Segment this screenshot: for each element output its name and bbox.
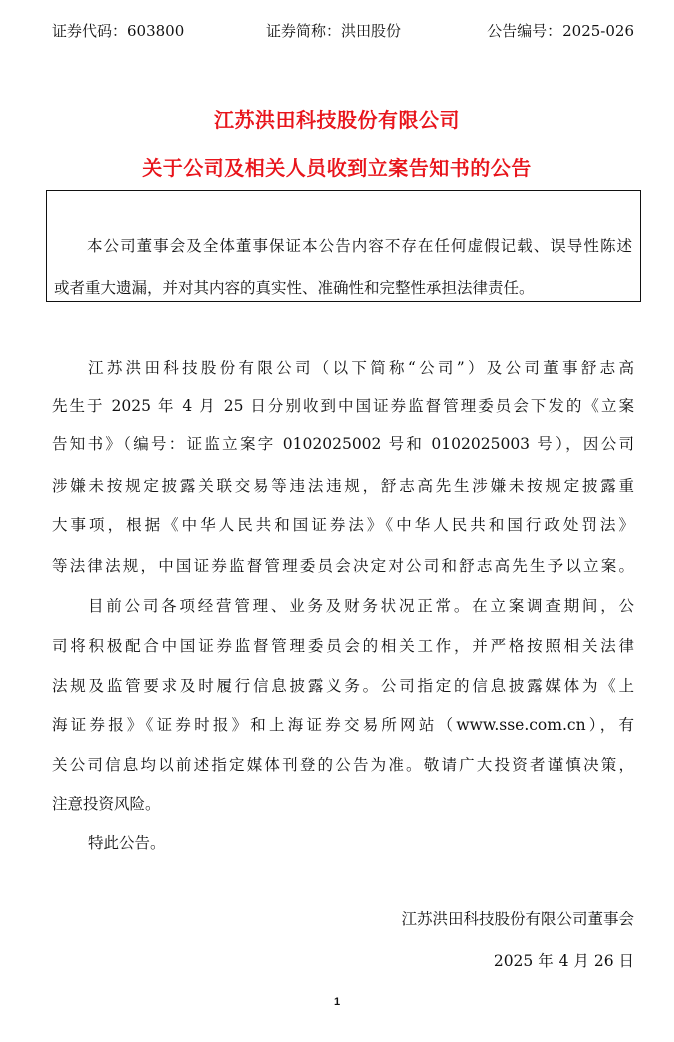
disclaimer-line: 本公司董事会及全体董事保证本公告内容不存在任何虚假记载、误导性陈述 xyxy=(87,237,632,255)
body-line: 目前公司各项经营管理、业务及财务状况正常。在立案调查期间，公 xyxy=(88,597,634,615)
body-line: 注意投资风险。 xyxy=(52,795,161,813)
body-line: 涉嫌未按规定披露关联交易等违法违规，舒志高先生涉嫌未按规定披露重 xyxy=(52,477,634,495)
page-number: 1 xyxy=(333,996,341,1008)
body-line: 江苏洪田科技股份有限公司（以下简称“公司”）及公司董事舒志高 xyxy=(88,359,634,377)
stock-code: 证券代码：603800 xyxy=(52,22,185,40)
announcement-date: 2025 年 4 月 26 日 xyxy=(493,952,634,970)
body-line: 关公司信息均以前述指定媒体刊登的公告为准。敬请广大投资者谨慎决策， xyxy=(52,756,634,774)
body-line: 等法律法规，中国证券监督管理委员会决定对公司和舒志高先生予以立案。 xyxy=(52,557,634,575)
disclaimer-line: 或者重大遗漏，并对其内容的真实性、准确性和完整性承担法律责任。 xyxy=(54,279,535,297)
announcement-number: 公告编号：2025-026 xyxy=(487,22,634,40)
company-title: 江苏洪田科技股份有限公司 xyxy=(214,108,460,132)
body-line: 法规及监管要求及时履行信息披露义务。公司指定的信息披露媒体为《上 xyxy=(52,677,634,695)
disclaimer-box xyxy=(46,190,641,302)
body-line: 先生于 2025 年 4 月 25 日分别收到中国证券监督管理委员会下发的《立案 xyxy=(52,397,634,415)
body-line: 司将积极配合中国证券监督管理委员会的相关工作，并严格按照相关法律 xyxy=(52,637,634,655)
body-line: 告知书》（编号：证监立案字 0102025002 号和 0102025003 号），因公司 xyxy=(52,435,634,453)
body-line: 大事项，根据《中华人民共和国证券法》《中华人民共和国行政处罚法》 xyxy=(52,516,634,534)
signature: 江苏洪田科技股份有限公司董事会 xyxy=(401,910,634,928)
announcement-title: 关于公司及相关人员收到立案告知书的公告 xyxy=(142,156,532,180)
stock-name: 证券简称：洪田股份 xyxy=(266,22,402,40)
body-line: 海证券报》《证券时报》和上海证券交易所网站（www.sse.com.cn），有 xyxy=(52,716,634,734)
closing-text: 特此公告。 xyxy=(88,834,166,852)
